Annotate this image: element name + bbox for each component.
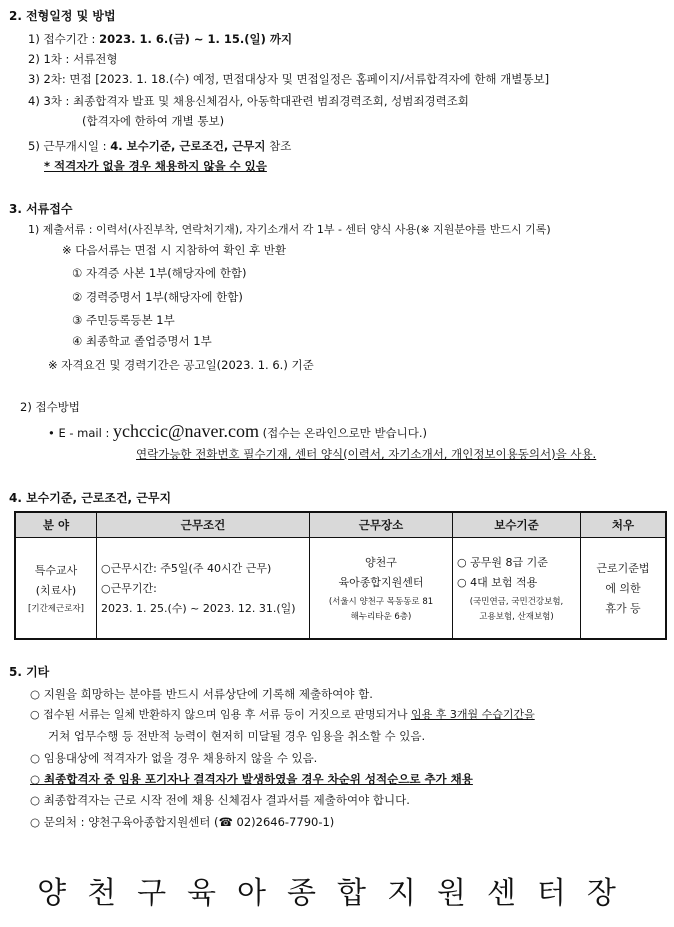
work-period: 2023. 1. 25.(수) ~ 2023. 12. 31.(일) [101,602,296,615]
required-documents: 1) 제출서류 : 이력서(사진부착, 연락처기재), 자기소개서 각 1부 - 센터 양식 사용(※ 지원분야를 반드시 기록) [28,223,551,236]
application-method-heading: 2) 접수방법 [20,400,80,414]
etc-item-6: ○ 문의처 : 양천구육아종합지원센터 (☎ 02)2646-7790-1) [30,815,335,829]
schedule-item-5-suffix: 참조 [265,139,292,153]
etc-item-2-text: ○ 접수된 서류는 일체 반환하지 않으며 임용 후 서류 등이 거짓으로 판명되거나 [30,708,411,721]
schedule-item-1 [28,31,292,47]
etc-item-4: ○ 최종합격자 중 임용 포기자나 결격자가 발생하였을 경우 차순위 성적순으로 추가 채용 [30,772,473,786]
insurance-list-2: 고용보험, 산재보험) [479,612,554,622]
treatment-line: 에 의한 [605,582,641,595]
document-item: ④ 최종학교 졸업증명서 1부 [72,334,212,348]
schedule-item-4: 4) 3차 : 최종합격자 발표 및 채용신체검사, 아동학대관련 범죄경력조회, 성범죄경력조회 [28,94,469,108]
location-name: 육아종합지원센터 [338,576,424,589]
field-contract-type: [기간제근로자] [28,604,84,614]
schedule-item-2: 2) 1차 : 서류전형 [28,52,118,66]
cell-treatment [581,538,667,640]
conditions-table [14,511,667,640]
schedule-item-5-label: 5) 근무개시일 : [28,139,111,153]
insurance: ○ 4대 보험 적용 [457,576,538,589]
email-line [48,423,427,441]
location-address-detail: 해누리타운 6층) [350,612,412,622]
etc-item-3: ○ 임용대상에 적격자가 없을 경우 채용하지 않을 수 있음. [30,751,318,765]
col-header-treatment: 처우 [581,512,667,538]
interview-documents-note: ※ 다음서류는 면접 시 지참하여 확인 후 반환 [62,243,287,257]
cell-pay [453,538,581,640]
no-hire-notice: * 적격자가 없을 경우 채용하지 않을 수 있음 [44,159,267,173]
section-3-heading: 3. 서류접수 [9,202,73,216]
contact-note: 연락가능한 전화번호 필수기재, 센터 양식(이력서, 자기소개서, 개인정보이용동의서)을 사용. [136,447,597,461]
field-subtitle: (치료사) [35,584,77,597]
cell-location [310,538,453,640]
email-label: • E - mail : [48,426,113,440]
schedule-item-5-ref: 4. 보수기준, 근로조건, 근무지 [110,139,266,153]
section-4-heading: 4. 보수기준, 근로조건, 근무지 [9,491,172,505]
field-title: 특수교사 [34,564,78,577]
signature-footer: 양천구육아종합지원센터장 [37,876,637,911]
email-note: (접수는 온라인으로만 받습니다.) [259,426,428,440]
col-header-conditions: 근무조건 [97,512,310,538]
treatment-line: 휴가 등 [605,602,641,615]
document-item: ① 자격증 사본 1부(해당자에 한함) [72,266,247,280]
pay-grade: ○ 공무원 8급 기준 [457,556,548,569]
application-period: 2023. 1. 6.(금) ~ 1. 15.(일) 까지 [99,32,293,46]
email-address[interactable]: ychccic@naver.com [113,421,260,441]
insurance-list: (국민연금, 국민건강보험, [469,597,564,607]
work-period-label: ○근무기간: [101,582,157,595]
col-header-field: 분 야 [15,512,97,538]
etc-item-1: ○ 지원을 희망하는 분야를 반드시 서류상단에 기록해 제출하여야 함. [30,687,373,701]
schedule-item-5 [28,138,291,154]
schedule-item-3: 3) 2차: 면접 [2023. 1. 18.(수) 예정, 면접대상자 및 면접일정은 홈페이지/서류합격자에 한해 개별통보] [28,72,550,86]
work-hours: ○근무시간: 주5일(주 40시간 근무) [101,562,272,575]
probation-period: 임용 후 3개월 수습기간을 [410,708,535,721]
section-5-heading: 5. 기타 [9,665,50,679]
etc-item-2-cont: 거쳐 업무수행 등 전반적 능력이 현저히 미달될 경우 임용을 취소할 수 있음. [48,729,426,743]
table-row [15,538,666,640]
document-item: ③ 주민등록등본 1부 [72,313,175,327]
table-header-row [15,512,666,538]
col-header-location: 근무장소 [310,512,453,538]
schedule-item-1-label: 1) 접수기간 : [28,32,100,46]
col-header-pay: 보수기준 [453,512,581,538]
etc-item-5: ○ 최종합격자는 근로 시작 전에 채용 신체검사 결과서를 제출하여야 합니다. [30,793,410,807]
document-item: ② 경력증명서 1부(해당자에 한함) [72,290,243,304]
schedule-item-4-note: (합격자에 한하여 개별 통보) [82,114,225,128]
section-2-heading: 2. 전형일정 및 방법 [9,9,116,23]
cell-conditions [97,538,310,640]
eligibility-basis-note: ※ 자격요건 및 경력기간은 공고일(2023. 1. 6.) 기준 [48,358,314,372]
etc-item-2 [30,707,535,723]
location-district: 양천구 [365,556,397,569]
treatment-line: 근로기준법 [596,562,650,575]
cell-field [15,538,97,640]
location-address: (서울시 양천구 목동동로 81 [328,597,434,607]
